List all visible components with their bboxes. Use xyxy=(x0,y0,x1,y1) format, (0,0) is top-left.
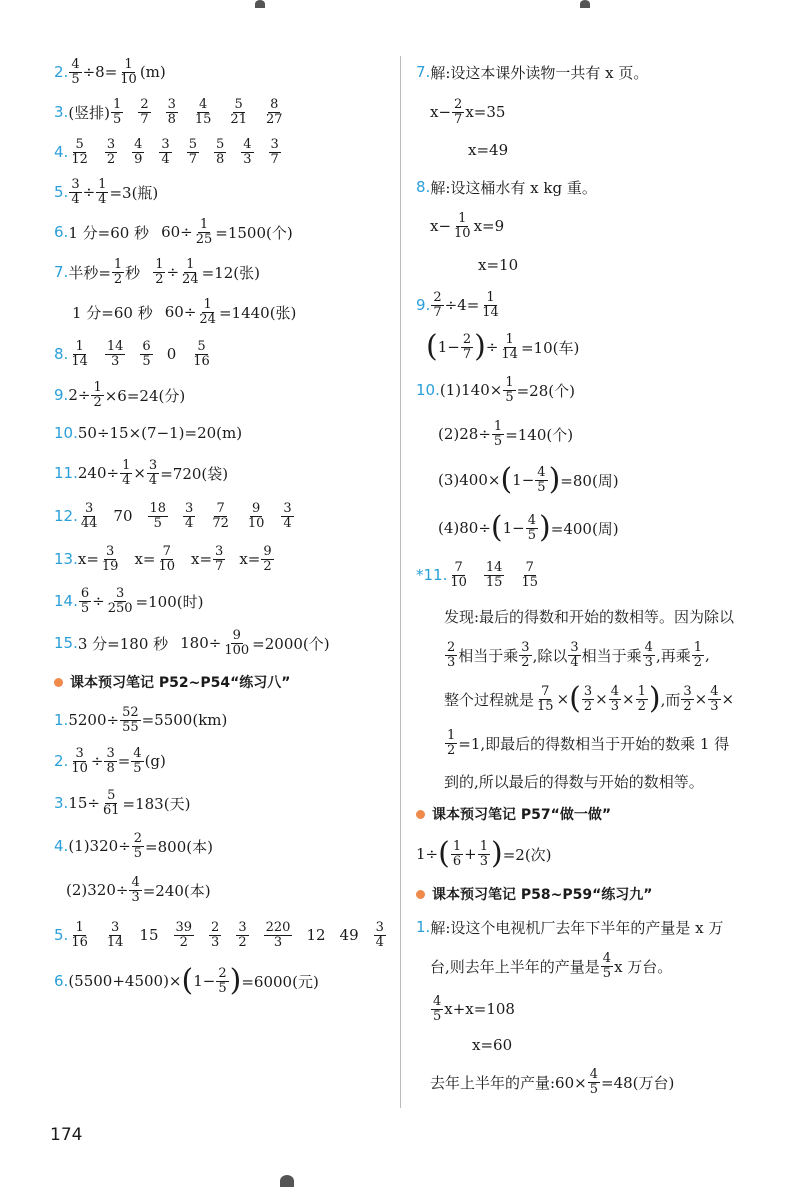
question-number: 12. xyxy=(54,507,78,525)
question-number: 3. xyxy=(54,103,69,121)
equation: x=49 xyxy=(468,141,509,159)
fraction: $\frac{1}{10}$ xyxy=(120,56,137,87)
answer-9 xyxy=(54,376,390,414)
equation: (3)400× ( 1− 4 5 ) =80(周) xyxy=(438,462,619,497)
answer-text: ÷8= xyxy=(82,63,118,81)
fraction: $\frac{2}{7}$ xyxy=(433,289,442,320)
answer-text: 60÷ xyxy=(161,223,193,241)
answer-text: 60÷ xyxy=(164,303,197,321)
fraction: 7 15 xyxy=(537,683,554,714)
answer-text: 3 分=180 秒 xyxy=(77,634,169,653)
fraction: 14 3 xyxy=(106,338,124,369)
fraction: $\frac{9}{100}$ xyxy=(224,627,250,658)
exercise-2: 2. 3 10 ÷ 3 8 = 4 5 (g) xyxy=(54,745,166,776)
fraction: 3 2 xyxy=(106,136,116,167)
answer-text: =1440(张) xyxy=(218,303,297,322)
answer-text: 50÷15×(7−1)=20(m) xyxy=(77,424,243,442)
fraction: $\frac{1}{24}$ xyxy=(182,256,199,287)
explanation-line: 发现:最后的得数和开始的数相等。因为除以 xyxy=(444,607,735,626)
answer-text: =800(本) xyxy=(145,837,213,856)
fraction: $\frac{1}{5}$ xyxy=(493,418,503,449)
answer-text: 240÷ xyxy=(77,464,120,482)
fraction: 3 2 xyxy=(583,683,593,714)
exercise-6: 6. (5500+4500)× ( 1− 2 5 ) =6000(元) xyxy=(54,963,319,998)
answer-6 xyxy=(54,212,390,252)
question-number: 10. xyxy=(54,424,78,442)
explanation-line: 整个过程就是 7 15 × ( 3 2 × 4 3 × 1 2 ) ,而 3 2 × 4 3 × xyxy=(444,681,735,716)
fraction: 1 2 xyxy=(693,639,702,670)
question-number: 8. xyxy=(416,178,431,196)
bullet-dot-icon xyxy=(416,810,425,819)
fraction: 4 5 xyxy=(433,993,442,1024)
fraction: $\frac{3}{7}$ xyxy=(215,543,224,574)
answer-text: 2÷ xyxy=(68,386,91,404)
question-number: 1. xyxy=(416,918,431,936)
question-number: 4. xyxy=(54,143,69,161)
bullet-dot-icon xyxy=(416,890,425,899)
section-title: 课本预习笔记 P52~P54“练习八” xyxy=(70,675,291,691)
equation: x=10 xyxy=(478,256,519,274)
answer-2 xyxy=(54,52,390,92)
fraction: 1 14 xyxy=(71,338,88,369)
fraction: $\frac{3}{4}$ xyxy=(148,457,158,488)
answer-15 xyxy=(54,622,390,664)
equation: (2)28÷ $\frac{1}{5}$ =140(个) xyxy=(438,418,574,449)
fraction: 3 2 xyxy=(683,683,692,714)
fraction: $\frac{1}{14}$ xyxy=(482,289,499,320)
answer-text: 180÷ xyxy=(180,634,222,652)
fraction: 3 2 xyxy=(521,639,530,670)
answer-text: =12(张) xyxy=(201,263,260,282)
fraction: 1 2 xyxy=(637,683,646,714)
fraction: 4 5 xyxy=(602,950,612,981)
exercise-4 xyxy=(54,824,390,868)
question-number: 6. xyxy=(54,972,69,990)
section-heading xyxy=(416,878,766,910)
question-number: 1. xyxy=(54,711,69,729)
answer-text: ×6=24(分) xyxy=(104,386,186,405)
fraction: $\frac{1}{2}$ xyxy=(113,256,123,287)
explanation-line: $\frac{1}{2}$ =1,即最后的得数相当于开始的数乘 1 得 xyxy=(447,727,730,758)
question-number: 5. xyxy=(54,926,69,944)
fraction: 4 5 xyxy=(537,464,546,495)
fraction: $\frac{1}{14}$ xyxy=(501,331,518,362)
answer-8 xyxy=(54,332,390,376)
question-number: 3. xyxy=(54,794,69,812)
fraction: $\frac{4}{5}$ xyxy=(589,1066,598,1097)
fraction: 2 7 xyxy=(140,96,149,127)
exercise-1 xyxy=(54,700,390,740)
fraction: $\frac{1}{25}$ xyxy=(195,216,213,247)
left-column xyxy=(54,52,390,1004)
answer-text: 1 分=60 秒 xyxy=(68,223,150,242)
answer-text: (2)320÷ xyxy=(66,881,129,899)
fraction: 3 7 xyxy=(270,136,279,167)
question-number: 6. xyxy=(54,223,69,241)
fraction: 2 3 xyxy=(211,919,220,950)
question-number: 2. xyxy=(54,63,69,81)
fraction: 4 5 xyxy=(527,512,537,543)
answer-text: (竖排) xyxy=(68,103,111,122)
question-number: 2. xyxy=(54,752,69,770)
scan-mark xyxy=(280,1175,294,1187)
answer-text: =240(本) xyxy=(142,881,211,900)
question-number: 9. xyxy=(54,386,69,404)
fraction: 2 7 xyxy=(462,331,472,362)
fraction: 5 8 xyxy=(215,136,225,167)
question-number: 5. xyxy=(54,183,69,201)
question-number: 4. xyxy=(54,837,69,855)
fraction: 3 8 xyxy=(167,96,176,127)
fraction: 1 6 xyxy=(452,838,462,869)
exercise-4-line-2 xyxy=(54,868,390,912)
answer-text: 秒 xyxy=(125,263,141,282)
answer-text: (m) xyxy=(139,63,166,81)
fraction: $\frac{3}{19}$ xyxy=(101,543,119,574)
question-number: 13. xyxy=(54,550,78,568)
answer-text: =183(天) xyxy=(122,794,191,813)
exercise-r1: 1. 解:设这个电视机厂去年下半年的产量是 x 万 xyxy=(416,918,724,937)
question-number: *11. xyxy=(416,566,448,584)
answer-text: =1500(个) xyxy=(215,223,293,242)
section-title: 课本预习笔记 P57“做一做” xyxy=(432,807,612,823)
answer-text: 解:设这本课外读物一共有 x 页。 xyxy=(430,63,649,82)
equation: 1÷ ( 1 6 + 1 3 ) =2(次) xyxy=(416,836,552,871)
fraction: 3 10 xyxy=(71,745,88,776)
fraction: 4 5 xyxy=(133,745,142,776)
equation: x− $\frac{2}{7}$ x=35 xyxy=(430,96,506,127)
fraction: 4 3 xyxy=(644,639,653,670)
answer-text: 5200÷ xyxy=(68,711,120,729)
fraction: 7 15 xyxy=(521,559,538,590)
equation: (4)80÷ ( 1− 4 5 ) =400(周) xyxy=(438,510,619,545)
fraction: 5 12 xyxy=(71,136,88,167)
fraction: 4 3 xyxy=(610,683,619,714)
fraction: $\frac{4}{3}$ xyxy=(131,874,140,905)
explanation-line: 到的,所以最后的得数与开始的数相等。 xyxy=(444,772,704,791)
answer-text: (1)320÷ xyxy=(68,837,131,855)
answer-text: =100(时) xyxy=(135,592,204,611)
scan-mark xyxy=(255,0,265,8)
answer-7-line-2 xyxy=(54,292,390,332)
fraction: 3 4 xyxy=(71,176,80,207)
exercise-3 xyxy=(54,782,390,824)
fraction: 3 4 xyxy=(570,639,579,670)
fraction: 4 9 xyxy=(134,136,143,167)
question-number: 7. xyxy=(416,63,431,81)
answer-r8 xyxy=(416,168,766,206)
question-number: 15. xyxy=(54,634,78,652)
fraction: 3 4 xyxy=(161,136,170,167)
fraction: 3 4 xyxy=(283,500,292,531)
fraction: 7 10 xyxy=(450,559,467,590)
answer-r10: 10. (1)140× $\frac{1}{5}$ =28(个) xyxy=(416,374,575,405)
answer-12 xyxy=(54,494,390,538)
answer-5: 5. 3 4 ÷ $\frac{1}{4}$ =3(瓶) xyxy=(54,176,159,207)
right-column xyxy=(416,52,766,1104)
page-number: 174 xyxy=(50,1125,83,1145)
fraction: $\frac{1}{10}$ xyxy=(454,210,471,241)
answer-3 xyxy=(54,92,390,132)
bullet-dot-icon xyxy=(54,678,63,687)
fraction: 3 14 xyxy=(106,919,124,950)
question-number: 11. xyxy=(54,464,78,482)
fraction: $\frac{1}{2}$ xyxy=(447,727,456,758)
question-number: 8. xyxy=(54,345,69,363)
explanation-line: 台,则去年上半年的产量是 4 5 x 万台。 xyxy=(430,950,673,981)
answer-r11 xyxy=(416,552,766,598)
fraction: $\frac{2}{7}$ xyxy=(454,96,463,127)
fraction: 6 5 xyxy=(142,338,151,369)
fraction: 1 3 xyxy=(479,838,488,869)
equation: x− $\frac{1}{10}$ x=9 xyxy=(430,210,505,241)
fraction: $\frac{1}{4}$ xyxy=(122,457,131,488)
fraction: 1 16 xyxy=(71,919,88,950)
answer-text: =3(瓶) xyxy=(109,183,159,202)
fraction: 18 5 xyxy=(149,500,167,531)
scan-mark xyxy=(580,0,590,8)
fraction: 14 15 xyxy=(485,559,503,590)
answer-11: 11. 240÷ $\frac{1}{4}$ × $\frac{3}{4}$ =720(袋) xyxy=(54,457,229,488)
question-number: 7. xyxy=(54,263,69,281)
answer-text: (5500+4500)× xyxy=(68,972,182,990)
fraction: 7 72 xyxy=(212,500,229,531)
answer-r9: 9. $\frac{2}{7}$ ÷4= $\frac{1}{14}$ xyxy=(416,289,499,320)
fraction: $\frac{2}{5}$ xyxy=(133,830,143,861)
fraction: $\frac{1}{2}$ xyxy=(93,379,102,410)
fraction: 6 5 xyxy=(80,585,90,616)
answer-text: =5500(km) xyxy=(141,711,228,729)
section-title: 课本预习笔记 P58~P59“练习九” xyxy=(432,887,653,903)
equation: ( 1− 2 7 ) ÷ $\frac{1}{14}$ =10(车) xyxy=(426,329,580,364)
fraction: 3 2 xyxy=(238,919,247,950)
answer-text: =6000(元) xyxy=(241,972,319,991)
fraction: 5 21 xyxy=(230,96,247,127)
answer-text: (g) xyxy=(144,752,166,770)
fraction: $\frac{1}{4}$ xyxy=(98,176,107,207)
answer-4 xyxy=(54,132,390,172)
fraction: $\frac{9}{2}$ xyxy=(263,543,272,574)
answer-10 xyxy=(54,414,390,452)
fraction: 3 4 xyxy=(185,500,194,531)
fraction: 1 2 xyxy=(155,256,164,287)
answer-text: 70 xyxy=(113,507,133,525)
equation: 4 5 x+x=108 xyxy=(433,993,515,1024)
fraction: 1 5 xyxy=(113,96,122,127)
fraction: 39 2 xyxy=(175,919,193,950)
answer-7: 7. 半秒= $\frac{1}{2}$ 秒 1 2 ÷ $\frac{1}{24}$ =12(张) xyxy=(54,256,260,287)
fraction: 8 27 xyxy=(265,96,283,127)
equation: x=60 xyxy=(472,1036,513,1054)
section-heading xyxy=(416,798,766,830)
fraction: 3 8 xyxy=(106,745,115,776)
question-number: 14. xyxy=(54,592,78,610)
answer-text: 解:设这桶水有 x kg 重。 xyxy=(430,178,597,197)
fraction: $\frac{1}{5}$ xyxy=(505,374,514,405)
question-number: 10. xyxy=(416,381,440,399)
answer-13: 13. x= $\frac{3}{19}$ x= $\frac{7}{10}$ x= $\frac{3}{7}$ x= $\frac{9}{2}$ xyxy=(54,543,272,574)
fraction: $\frac{5}{61}$ xyxy=(102,787,120,818)
answer-14: 14. 6 5 ÷ $\frac{3}{250}$ =100(时) xyxy=(54,585,204,616)
answer-text: 半秒= xyxy=(68,263,111,282)
fraction: 5 16 xyxy=(193,338,210,369)
fraction: 3 4 xyxy=(375,919,384,950)
fraction: 4 15 xyxy=(194,96,212,127)
equation: 去年上半年的产量:60× $\frac{4}{5}$ =48(万台) xyxy=(430,1066,675,1097)
question-number: 9. xyxy=(416,296,431,314)
fraction: 3 44 xyxy=(80,500,98,531)
answer-r7 xyxy=(416,52,766,92)
fraction: $\frac{3}{250}$ xyxy=(107,585,133,616)
answer-text: =720(袋) xyxy=(160,464,229,483)
answer-text: 0 xyxy=(166,345,177,363)
fraction: 2 3 xyxy=(447,639,456,670)
fraction: $\frac{4}{5}$ xyxy=(71,56,80,87)
section-heading xyxy=(54,664,390,700)
column-divider xyxy=(400,56,401,1108)
fraction: $\frac{1}{24}$ xyxy=(199,296,216,327)
fraction: $\frac{52}{55}$ xyxy=(122,704,139,735)
fraction: 9 10 xyxy=(247,500,265,531)
fraction: 4 3 xyxy=(243,136,252,167)
fraction: $\frac{7}{10}$ xyxy=(158,543,176,574)
answer-text: 1 分=60 秒 xyxy=(72,303,153,322)
answer-text: =2000(个) xyxy=(252,634,330,653)
exercise-5: 5. 1 16 3 14 15 39 2 2 3 3 2 220 3 12 49 3 4 xyxy=(54,919,384,950)
answer-text: 15÷ xyxy=(68,794,100,812)
explanation-line: 2 3 相当于乘 3 2 ,除以 3 4 相当于乘 4 3 ,再乘 1 2 , xyxy=(447,639,710,670)
fraction: 4 3 xyxy=(710,683,719,714)
fraction: 2 5 xyxy=(218,965,227,996)
fraction: 220 3 xyxy=(265,919,291,950)
fraction: 5 7 xyxy=(188,136,197,167)
